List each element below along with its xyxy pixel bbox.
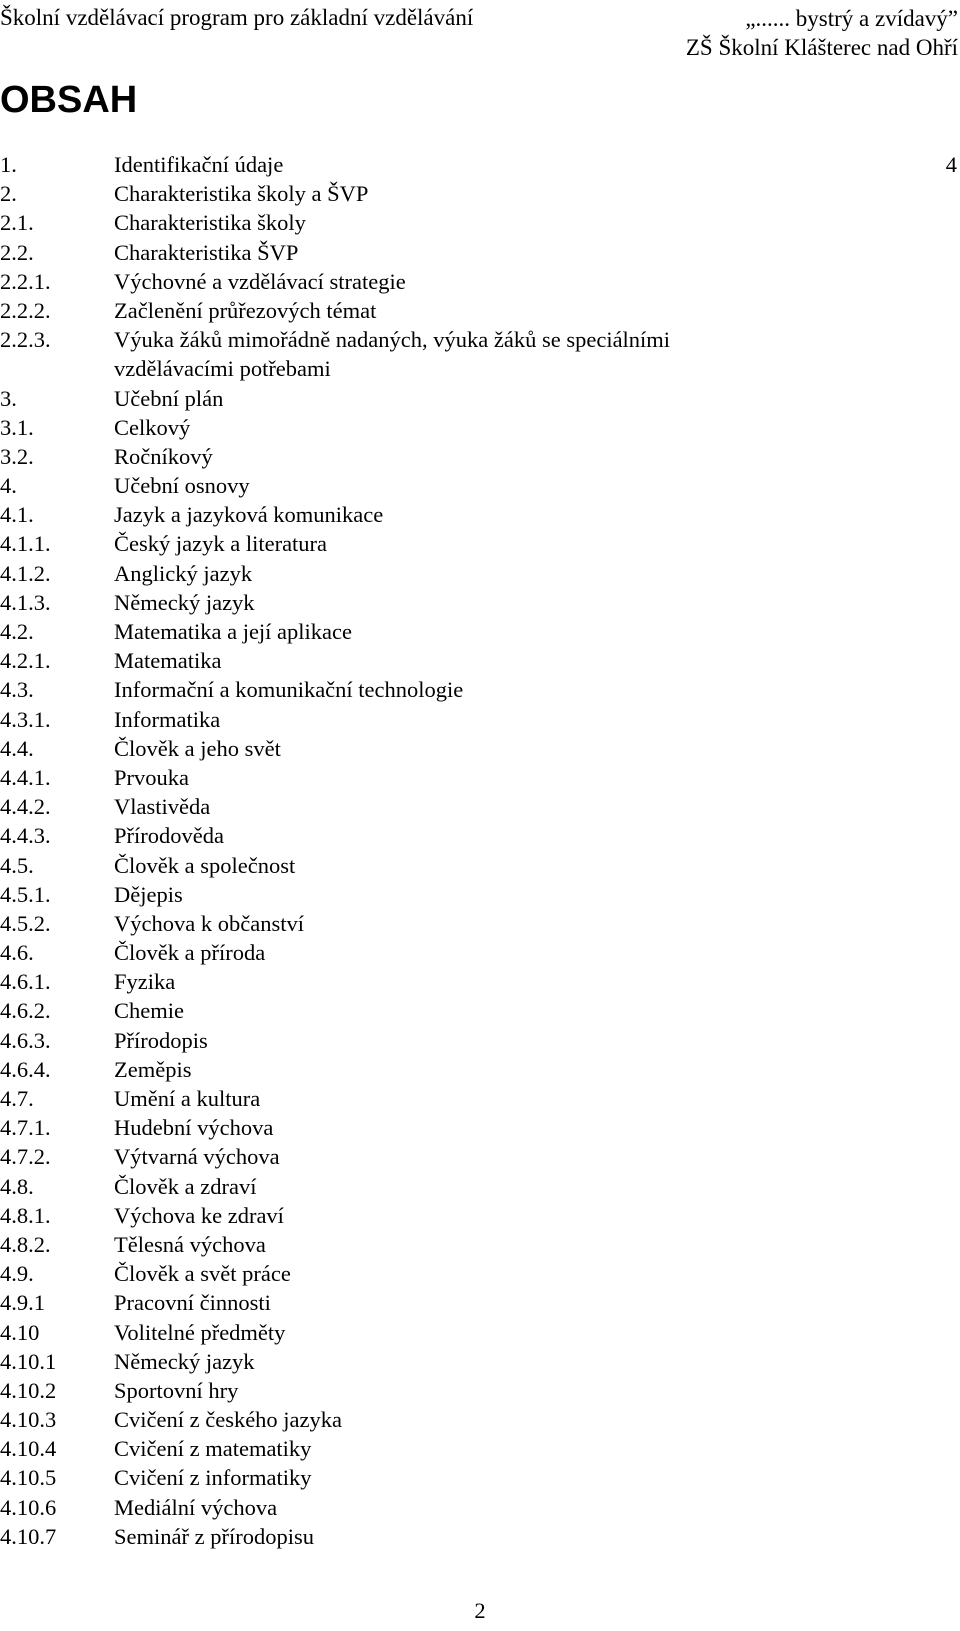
toc-entry-number: 4.6.2.: [0, 998, 51, 1024]
toc-entry-title[interactable]: Výuka žáků mimořádně nadaných, výuka žáků se speciálními vzdělávacími potřebami: [114, 327, 671, 382]
toc-entry[interactable]: [0, 529, 960, 558]
toc-entry[interactable]: [0, 705, 960, 734]
toc-entry[interactable]: [0, 880, 960, 909]
toc-entry-number: 4.3.: [0, 677, 34, 703]
toc-entry-number: 4.1.2.: [0, 560, 51, 586]
header-motto: „...... bystrý a zvídavý”: [745, 6, 958, 31]
toc-entry[interactable]: [0, 1026, 960, 1055]
toc-entry-number: 4.6.: [0, 940, 34, 966]
toc-entry-title[interactable]: Cvičení z českého jazyka: [114, 1407, 343, 1433]
table-of-contents: [0, 150, 960, 1551]
toc-entry-number: 4.2.: [0, 619, 34, 645]
toc-entry-title[interactable]: Charakteristika školy a ŠVP: [114, 181, 369, 207]
toc-entry[interactable]: [0, 442, 960, 471]
toc-entry[interactable]: [0, 792, 960, 821]
toc-entry-title[interactable]: Informatika: [114, 706, 221, 732]
toc-entry[interactable]: [0, 1405, 960, 1434]
toc-entry-title[interactable]: Výchovné a vzdělávací strategie: [114, 268, 406, 294]
toc-entry-title[interactable]: Identifikační údaje: [114, 152, 284, 177]
toc-entry[interactable]: [0, 1172, 960, 1201]
toc-entry-title[interactable]: Zeměpis: [114, 1056, 192, 1082]
toc-entry-title[interactable]: Přírodověda: [114, 823, 224, 849]
toc-entry[interactable]: [0, 179, 960, 208]
toc-entry[interactable]: [0, 1347, 960, 1376]
toc-entry-title[interactable]: Prvouka: [114, 764, 189, 790]
toc-entry[interactable]: [0, 208, 960, 237]
toc-entry[interactable]: [0, 1288, 960, 1317]
toc-entry[interactable]: [0, 1493, 960, 1522]
toc-entry-title[interactable]: Seminář z přírodopisu: [114, 1523, 314, 1549]
toc-entry-title[interactable]: Charakteristika školy: [114, 210, 306, 236]
toc-entry[interactable]: [0, 1434, 960, 1463]
toc-entry-number: 4.4.: [0, 735, 34, 761]
toc-entry-number: 4.1.: [0, 502, 34, 528]
toc-entry-title[interactable]: Tělesná výchova: [114, 1231, 266, 1257]
toc-entry[interactable]: [0, 296, 960, 325]
toc-entry[interactable]: [0, 413, 960, 442]
toc-entry-title[interactable]: Učební plán: [114, 385, 224, 411]
toc-entry-number: 4.8.2.: [0, 1231, 51, 1257]
toc-entry-number: 4.4.2.: [0, 794, 51, 820]
toc-entry-number: 4.6.4.: [0, 1056, 51, 1082]
toc-entry[interactable]: [0, 734, 960, 763]
toc-entry-number: 2.2.: [0, 239, 34, 265]
toc-entry-number: 4.3.1.: [0, 706, 51, 732]
toc-entry-title[interactable]: Umění a kultura: [114, 1086, 261, 1112]
toc-entry-title[interactable]: Dějepis: [114, 881, 183, 907]
toc-entry-number: 4.10.7: [0, 1523, 57, 1549]
toc-entry-title[interactable]: Ročníkový: [114, 443, 213, 469]
toc-entry-title[interactable]: Člověk a jeho svět: [114, 735, 281, 761]
toc-entry-number: 4.8.1.: [0, 1202, 51, 1228]
toc-entry-title[interactable]: Volitelné předměty: [114, 1319, 286, 1345]
toc-entry[interactable]: [0, 588, 960, 617]
toc-entry[interactable]: [0, 559, 960, 588]
toc-entry-number: 1.: [0, 152, 17, 177]
toc-entry-title[interactable]: Sportovní hry: [114, 1377, 239, 1403]
toc-entry-title[interactable]: Člověk a zdraví: [114, 1173, 257, 1199]
toc-entry-title[interactable]: Učební osnovy: [114, 473, 250, 499]
toc-entry-page: 4: [945, 152, 957, 177]
toc-entry-number: 4.2.1.: [0, 648, 51, 674]
toc-entry-title[interactable]: Cvičení z informatiky: [114, 1465, 312, 1491]
toc-entry[interactable]: [0, 267, 960, 296]
toc-entry[interactable]: [0, 1201, 960, 1230]
toc-entry-number: 4.6.3.: [0, 1027, 51, 1053]
header-school: ZŠ Školní Klášterec nad Ohří: [685, 35, 958, 60]
toc-entry-number: 4.5.1.: [0, 881, 51, 907]
toc-entry-number: 3.: [0, 385, 17, 411]
toc-entry-title[interactable]: Německý jazyk: [114, 589, 255, 615]
toc-entry-title[interactable]: Chemie: [114, 998, 184, 1024]
toc-entry[interactable]: [0, 996, 960, 1025]
toc-entry[interactable]: [0, 967, 960, 996]
toc-entry-number: 4.10: [0, 1319, 40, 1345]
toc-entry-number: 4.10.4: [0, 1436, 57, 1462]
toc-entry-number: 4.4.3.: [0, 823, 51, 849]
toc-entry-title[interactable]: Člověk a společnost: [114, 852, 296, 878]
toc-entry-title[interactable]: Výchova k občanství: [114, 910, 304, 936]
toc-entry[interactable]: [0, 675, 960, 704]
toc-entry-number: 4.9.: [0, 1261, 34, 1287]
toc-entry[interactable]: [0, 821, 960, 850]
toc-entry-number: 4.8.: [0, 1173, 34, 1199]
toc-entry-number: 4.10.2: [0, 1377, 57, 1403]
toc-entry[interactable]: [0, 238, 960, 267]
toc-entry-title[interactable]: Výtvarná výchova: [114, 1144, 280, 1170]
toc-entry[interactable]: [0, 851, 960, 880]
page-title: OBSAH: [0, 79, 138, 121]
toc-entry-number: 3.1.: [0, 414, 34, 440]
toc-entry-number: 4.4.1.: [0, 764, 51, 790]
toc-entry-number: 4.6.1.: [0, 969, 51, 995]
toc-entry-title[interactable]: Člověk a svět práce: [114, 1261, 291, 1287]
header-school-name: [686, 4, 958, 62]
toc-entry-number: 2.: [0, 181, 17, 207]
toc-entry-number: 2.2.2.: [0, 297, 51, 323]
toc-entry[interactable]: [0, 938, 960, 967]
toc-entry-title[interactable]: Cvičení z matematiky: [114, 1436, 312, 1462]
toc-entry-title[interactable]: Přírodopis: [114, 1027, 208, 1053]
toc-entry-title[interactable]: Hudební výchova: [114, 1115, 274, 1141]
toc-entry[interactable]: [0, 1318, 960, 1347]
toc-entry[interactable]: [0, 1376, 960, 1405]
toc-entry[interactable]: [0, 909, 960, 938]
toc-entry-title[interactable]: Informační a komunikační technologie: [114, 677, 464, 703]
toc-entry-number: 4.1.3.: [0, 589, 51, 615]
toc-entry-title[interactable]: Mediální výchova: [114, 1494, 278, 1520]
toc-entry[interactable]: [0, 384, 960, 413]
toc-entry[interactable]: [0, 1084, 960, 1113]
toc-entry-number: 4.10.1: [0, 1348, 57, 1374]
toc-entry[interactable]: [0, 763, 960, 792]
toc-entry-number: 4.5.: [0, 852, 34, 878]
toc-entry[interactable]: [0, 1142, 960, 1171]
toc-entry-number: 4.5.2.: [0, 910, 51, 936]
toc-entry-title[interactable]: Německý jazyk: [114, 1348, 255, 1374]
toc-entry-title[interactable]: Pracovní činnosti: [114, 1290, 271, 1316]
toc-entry-number: 4.9.1: [0, 1290, 45, 1316]
toc-entry-number: 3.2.: [0, 443, 34, 469]
toc-entry-number: 4.7.2.: [0, 1144, 51, 1170]
toc-entry-number: 2.2.3.: [0, 327, 51, 353]
toc-entry[interactable]: [0, 150, 960, 179]
toc-entry-title[interactable]: Člověk a příroda: [114, 940, 266, 966]
toc-entry-number: 4.: [0, 473, 17, 499]
toc-entry[interactable]: [0, 1463, 960, 1492]
toc-entry-number: 4.7.: [0, 1086, 34, 1112]
toc-entry-number: 4.10.3: [0, 1407, 57, 1433]
toc-entry-title[interactable]: Začlenění průřezových témat: [114, 297, 377, 323]
header-school-program: Školní vzdělávací program pro základní vzdělávání: [0, 5, 474, 30]
toc-entry[interactable]: [0, 325, 960, 383]
toc-entry-number: 2.2.1.: [0, 268, 51, 294]
toc-entry-title[interactable]: Anglický jazyk: [114, 560, 253, 586]
toc-entry-number: 4.7.1.: [0, 1115, 51, 1141]
toc-entry[interactable]: [0, 471, 960, 500]
toc-entry-title[interactable]: Matematika: [114, 648, 222, 674]
toc-entry[interactable]: [0, 500, 960, 529]
toc-entry-title[interactable]: Fyzika: [114, 969, 176, 995]
toc-entry[interactable]: [0, 1113, 960, 1142]
toc-entry-title[interactable]: Vlastivěda: [114, 794, 211, 820]
toc-entry-title[interactable]: Charakteristika ŠVP: [114, 239, 299, 265]
toc-entry-title[interactable]: Výchova ke zdraví: [114, 1202, 284, 1228]
toc-entry[interactable]: [0, 1055, 960, 1084]
toc-entry-number: 4.10.6: [0, 1494, 57, 1520]
toc-entry-title[interactable]: Celkový: [114, 414, 191, 440]
toc-entry-number: 4.10.5: [0, 1465, 57, 1491]
toc-entry-title[interactable]: Český jazyk a literatura: [114, 531, 328, 557]
page-number: 2: [474, 1598, 486, 1623]
toc-entry-title[interactable]: Jazyk a jazyková komunikace: [114, 502, 384, 528]
toc-entry-title[interactable]: Matematika a její aplikace: [114, 619, 353, 645]
toc-entry[interactable]: [0, 1522, 960, 1551]
toc-entry[interactable]: [0, 646, 960, 675]
toc-entry[interactable]: [0, 1230, 960, 1259]
toc-entry-number: 4.1.1.: [0, 531, 51, 557]
toc-entry[interactable]: [0, 617, 960, 646]
toc-entry-number: 2.1.: [0, 210, 34, 236]
toc-entry[interactable]: [0, 1259, 960, 1288]
